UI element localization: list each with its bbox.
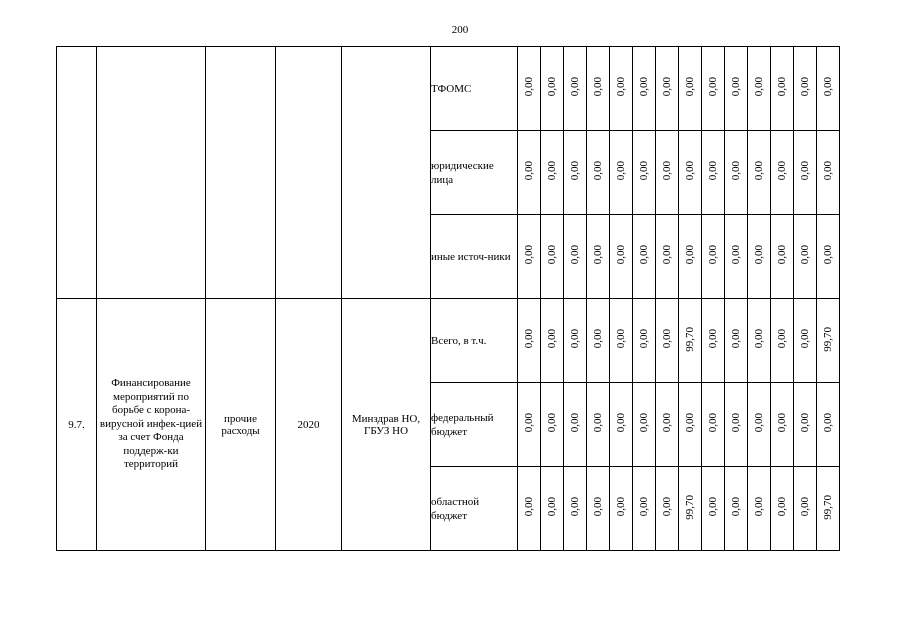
value-text: 0,00 <box>730 245 742 265</box>
value-text: 0,00 <box>753 161 765 181</box>
value-text: 0,00 <box>615 497 627 517</box>
value-cell <box>748 215 771 299</box>
value-cell <box>771 47 794 131</box>
value-text: 0,00 <box>684 161 696 181</box>
value-cell <box>725 215 748 299</box>
source-cell: Всего, в т.ч. <box>431 299 518 383</box>
value-cell <box>587 383 610 467</box>
value-cell <box>656 299 679 383</box>
value-text: 0,00 <box>592 245 604 265</box>
value-cell <box>518 383 541 467</box>
value-text: 99,70 <box>684 326 696 352</box>
value-text: 0,00 <box>822 245 834 265</box>
value-cell <box>794 383 817 467</box>
expense-type-cell <box>206 47 276 299</box>
value-cell <box>564 383 587 467</box>
value-text: 0,00 <box>730 77 742 97</box>
value-cell <box>518 467 541 551</box>
value-text: 0,00 <box>799 161 811 181</box>
value-text: 0,00 <box>753 413 765 433</box>
value-text: 0,00 <box>707 77 719 97</box>
item-number: 9.7. <box>57 299 97 551</box>
value-text: 0,00 <box>638 77 650 97</box>
value-text: 0,00 <box>822 77 834 97</box>
source-cell: ТФОМС <box>431 47 518 131</box>
value-text: 0,00 <box>546 413 558 433</box>
value-text: 99,70 <box>822 326 834 352</box>
value-cell <box>656 131 679 215</box>
value-cell <box>725 131 748 215</box>
value-cell <box>564 299 587 383</box>
value-cell <box>702 383 725 467</box>
value-cell <box>610 299 633 383</box>
value-text: 0,00 <box>730 413 742 433</box>
source-cell: юридические лица <box>431 131 518 215</box>
value-cell <box>679 299 702 383</box>
value-cell <box>564 467 587 551</box>
value-text: 0,00 <box>523 161 535 181</box>
value-text: 0,00 <box>799 329 811 349</box>
value-text: 0,00 <box>592 497 604 517</box>
value-cell <box>817 299 840 383</box>
value-text: 0,00 <box>730 161 742 181</box>
value-text: 0,00 <box>546 497 558 517</box>
value-cell <box>771 467 794 551</box>
year-cell <box>276 47 342 299</box>
value-cell <box>564 131 587 215</box>
value-cell <box>817 383 840 467</box>
value-text: 0,00 <box>569 413 581 433</box>
value-cell <box>794 215 817 299</box>
page-number: 200 <box>451 24 469 36</box>
value-text: 0,00 <box>638 161 650 181</box>
value-cell <box>633 299 656 383</box>
value-text: 0,00 <box>569 77 581 97</box>
value-cell <box>679 215 702 299</box>
value-text: 0,00 <box>615 161 627 181</box>
value-text: 0,00 <box>707 329 719 349</box>
item-name: Финансирование мероприятий по борьбе с корона-вирусной инфек-цией за счет Фонда поддерж-ки территорий <box>97 299 206 551</box>
value-text: 0,00 <box>615 245 627 265</box>
value-cell <box>748 299 771 383</box>
value-cell <box>633 131 656 215</box>
value-cell <box>771 131 794 215</box>
value-text: 0,00 <box>569 329 581 349</box>
value-text: 0,00 <box>546 77 558 97</box>
value-text: 0,00 <box>615 77 627 97</box>
value-text: 0,00 <box>661 413 673 433</box>
value-text: 0,00 <box>523 329 535 349</box>
value-cell <box>748 47 771 131</box>
value-cell <box>633 467 656 551</box>
value-cell <box>541 383 564 467</box>
value-text: 0,00 <box>753 329 765 349</box>
value-text: 0,00 <box>753 245 765 265</box>
executor: Минздрав НО, ГБУЗ НО <box>342 299 431 551</box>
value-cell <box>702 215 725 299</box>
value-text: 0,00 <box>592 161 604 181</box>
value-cell <box>702 467 725 551</box>
value-cell <box>817 467 840 551</box>
value-cell <box>794 299 817 383</box>
value-text: 0,00 <box>776 245 788 265</box>
executor-cell <box>342 47 431 299</box>
value-cell <box>702 131 725 215</box>
value-cell <box>610 383 633 467</box>
value-cell <box>610 467 633 551</box>
value-text: 0,00 <box>822 413 834 433</box>
value-text: 0,00 <box>684 245 696 265</box>
value-text: 0,00 <box>730 497 742 517</box>
value-text: 0,00 <box>592 329 604 349</box>
value-cell <box>518 131 541 215</box>
value-cell <box>633 47 656 131</box>
value-text: 0,00 <box>592 413 604 433</box>
value-text: 0,00 <box>707 497 719 517</box>
value-cell <box>541 467 564 551</box>
value-cell <box>656 383 679 467</box>
value-cell <box>541 215 564 299</box>
value-cell <box>748 467 771 551</box>
value-text: 0,00 <box>661 77 673 97</box>
value-cell <box>541 47 564 131</box>
value-text: 0,00 <box>776 413 788 433</box>
value-cell <box>679 47 702 131</box>
value-cell <box>679 467 702 551</box>
name-cell <box>97 47 206 299</box>
value-cell <box>587 299 610 383</box>
value-text: 0,00 <box>569 245 581 265</box>
value-text: 0,00 <box>615 329 627 349</box>
value-text: 0,00 <box>707 245 719 265</box>
value-cell <box>748 131 771 215</box>
number-cell <box>57 47 97 299</box>
value-cell <box>564 47 587 131</box>
value-text: 0,00 <box>638 497 650 517</box>
value-cell <box>771 299 794 383</box>
value-cell <box>817 131 840 215</box>
value-cell <box>518 215 541 299</box>
value-text: 0,00 <box>684 413 696 433</box>
source-cell: иные источ-ники <box>431 215 518 299</box>
funding-table <box>56 46 840 551</box>
value-cell <box>587 215 610 299</box>
value-cell <box>817 47 840 131</box>
source-cell: федеральный бюджет <box>431 383 518 467</box>
value-cell <box>587 467 610 551</box>
value-text: 0,00 <box>523 77 535 97</box>
value-cell <box>794 131 817 215</box>
value-text: 99,70 <box>822 494 834 520</box>
value-text: 0,00 <box>661 497 673 517</box>
value-text: 0,00 <box>661 161 673 181</box>
value-text: 0,00 <box>776 77 788 97</box>
value-cell <box>587 131 610 215</box>
value-cell <box>656 215 679 299</box>
value-text: 0,00 <box>753 497 765 517</box>
value-cell <box>794 47 817 131</box>
value-cell <box>771 383 794 467</box>
value-cell <box>725 299 748 383</box>
value-cell <box>541 131 564 215</box>
value-text: 0,00 <box>799 245 811 265</box>
value-text: 0,00 <box>569 161 581 181</box>
value-text: 0,00 <box>753 77 765 97</box>
value-cell <box>541 299 564 383</box>
value-text: 0,00 <box>546 161 558 181</box>
value-cell <box>679 383 702 467</box>
value-text: 0,00 <box>661 329 673 349</box>
value-text: 0,00 <box>523 413 535 433</box>
value-cell <box>794 467 817 551</box>
expense-type: прочие расходы <box>206 299 276 551</box>
value-cell <box>679 131 702 215</box>
value-cell <box>725 47 748 131</box>
value-cell <box>564 215 587 299</box>
value-cell <box>656 467 679 551</box>
value-text: 0,00 <box>822 161 834 181</box>
item-year: 2020 <box>276 299 342 551</box>
value-text: 0,00 <box>615 413 627 433</box>
value-text: 0,00 <box>707 161 719 181</box>
value-cell <box>817 215 840 299</box>
value-text: 0,00 <box>638 329 650 349</box>
value-cell <box>656 47 679 131</box>
value-text: 0,00 <box>546 245 558 265</box>
value-cell <box>610 215 633 299</box>
value-text: 0,00 <box>569 497 581 517</box>
table-row <box>57 299 840 383</box>
value-cell <box>725 383 748 467</box>
value-cell <box>748 383 771 467</box>
value-cell <box>725 467 748 551</box>
value-text: 0,00 <box>730 329 742 349</box>
value-text: 0,00 <box>523 497 535 517</box>
value-cell <box>587 47 610 131</box>
value-cell <box>702 299 725 383</box>
value-text: 0,00 <box>592 77 604 97</box>
value-text: 0,00 <box>638 413 650 433</box>
value-text: 0,00 <box>799 413 811 433</box>
value-cell <box>771 215 794 299</box>
table-row <box>57 47 840 131</box>
value-cell <box>518 299 541 383</box>
value-text: 0,00 <box>776 329 788 349</box>
value-cell <box>518 47 541 131</box>
value-text: 99,70 <box>684 494 696 520</box>
value-text: 0,00 <box>523 245 535 265</box>
value-cell <box>702 47 725 131</box>
value-text: 0,00 <box>638 245 650 265</box>
value-text: 0,00 <box>799 497 811 517</box>
value-text: 0,00 <box>776 497 788 517</box>
value-cell <box>610 131 633 215</box>
value-text: 0,00 <box>546 329 558 349</box>
value-cell <box>633 383 656 467</box>
source-cell: областной бюджет <box>431 467 518 551</box>
value-text: 0,00 <box>661 245 673 265</box>
value-text: 0,00 <box>799 77 811 97</box>
value-text: 0,00 <box>707 413 719 433</box>
value-text: 0,00 <box>684 77 696 97</box>
value-text: 0,00 <box>776 161 788 181</box>
value-cell <box>633 215 656 299</box>
value-cell <box>610 47 633 131</box>
